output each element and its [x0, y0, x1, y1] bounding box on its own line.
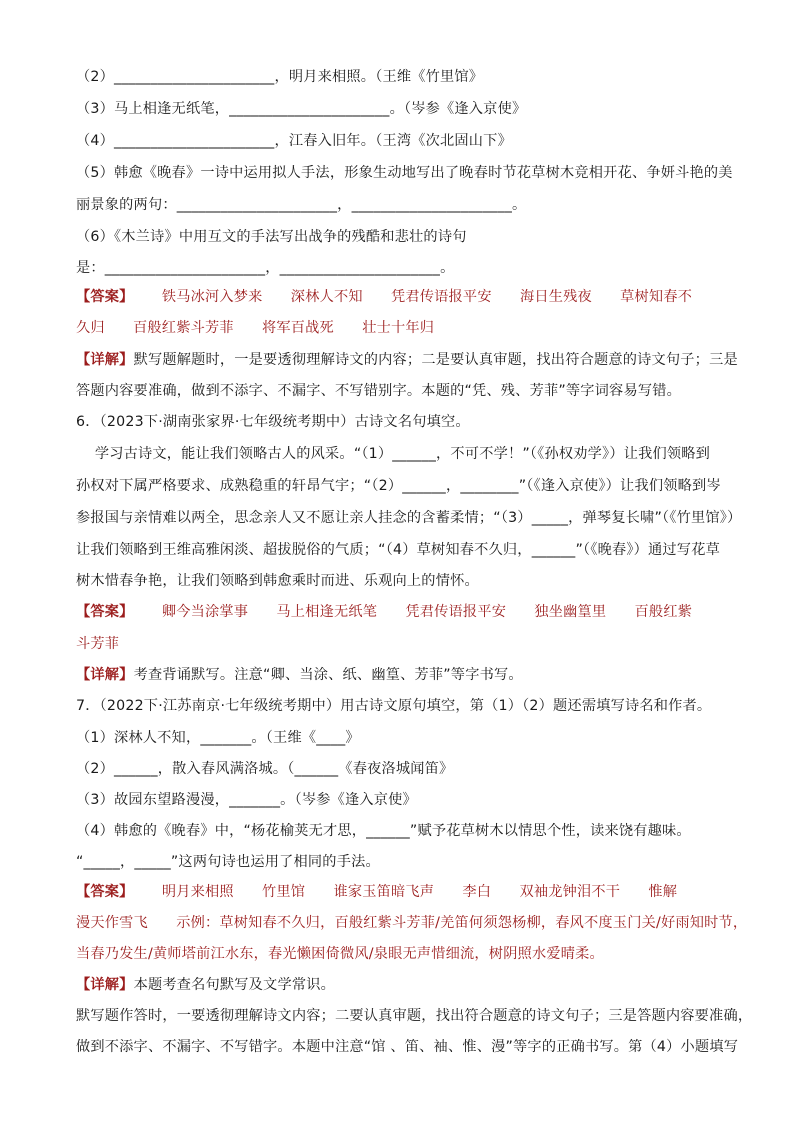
explanation-line: 做到不添字、不漏字、不写错字。本题中注意“馆 、笛、袖、惟、漫”等字的正确书写。第（4）小题填写: [76, 1039, 739, 1055]
question-line: 学习古诗文，能让我们领略古人的风采。“（1）______，不可不学！”（《孙权劝学》）让我们领略到: [76, 446, 711, 462]
question-line: 孙权对下属严格要求、成熟稳重的轩昂气宇；“（2）______，________”（《逢入京使》）让我们领略到岑: [76, 478, 721, 494]
answer-text: 铁马冰河入梦来 深林人不知 凭君传语报平安 海日生残夜 草树知春不: [133, 289, 693, 305]
answer-label: 【答案】: [76, 604, 134, 620]
explanation-line: 答题内容要准确，做到不添字、不漏字、不写错别字。本题的“凭、残、芳菲”等字词容易写错。: [76, 383, 681, 399]
question-line: （1）深林人不知，_______。（王维《____》: [76, 730, 360, 746]
question-line: 树木惜春争艳，让我们领略到韩愈乘时而进、乐观向上的情怀。: [76, 573, 479, 589]
answer-text: 明月来相照 竹里馆 谁家玉笛暗飞声 李白 双袖龙钟泪不干 惟解: [133, 884, 678, 900]
explanation-label: 【详解】: [76, 352, 134, 368]
answer-line: 斗芳菲: [76, 636, 120, 652]
explanation-line: [76, 975, 754, 995]
question-line: （3）故园东望路漫漫，_______。（岑参《逢入京使》: [76, 792, 417, 808]
question-heading: 7．（2022下·江苏南京·七年级统考期中）用古诗文原句填空，第（1）（2）题还需填写诗名和作者。: [76, 698, 712, 714]
answer-line: [76, 602, 754, 622]
question-line: （5）韩愈《晚春》一诗中运用拟人手法，形象生动地写出了晚春时节花草树木竞相开花、争妍斗艳的美: [76, 165, 733, 181]
answer-line: 漫天作雪飞 示例：草树知春不久归，百般红紫斗芳菲/羌笛何须怨杨柳，春风不度玉门关/好雨知时节，: [76, 915, 748, 931]
explanation-text: 默写题解题时，一是要透彻理解诗文的内容；二是要认真审题，找出符合题意的诗文句子；三是: [133, 352, 738, 368]
question-line: （2）______，散入春风满洛城。（______《春夜洛城闻笛》: [76, 761, 454, 777]
question-line: 丽景象的两句：______________________，______________________。: [76, 197, 527, 213]
question-line: （3）马上相逢无纸笔，______________________。（岑参《逢入京使》: [76, 101, 527, 117]
question-line: （4）韩愈的《晚春》中，“杨花榆荚无才思，______”赋予花草树木以情思个性，读来饶有趣味。: [76, 823, 691, 839]
question-line: 让我们领略到王维高雅闲淡、超拔脱俗的气质；“（4）草树知春不久归，______”（《晚春》）通过写花草: [76, 542, 720, 558]
question-line: 参报国与亲情难以两全，思念亲人又不愿让亲人挂念的含蓄柔情；“（3）_____，弹琴复长啸”（《竹里馆》）: [76, 510, 742, 526]
answer-line: 当春乃发生/黄师塔前江水东，春光懒困倚微风/泉眼无声惜细流，树阴照水爱晴柔。: [76, 946, 604, 962]
question-line: （2）______________________，明月来相照。（王维《竹里馆》: [76, 69, 484, 85]
answer-label: 【答案】: [76, 289, 134, 305]
explanation-label: 【详解】: [76, 977, 134, 993]
explanation-line: 默写题作答时，一要透彻理解诗文内容；二要认真审题，找出符合题意的诗文句子；三是答题内容要准确，: [76, 1008, 753, 1024]
answer-text: 卿今当涂掌事 马上相逢无纸笔 凭君传语报平安 独坐幽篁里 百般红紫: [133, 604, 693, 620]
answer-line: [76, 287, 754, 307]
question-line: 是：______________________，______________________。: [76, 260, 455, 276]
answer-line: 久归 百般红紫斗芳菲 将军百战死 壮士十年归: [76, 320, 435, 336]
question-line: （6）《木兰诗》中用互文的手法写出战争的残酷和悲壮的诗句: [76, 229, 467, 245]
question-line: （4）______________________，江春入旧年。（王湾《次北固山下》: [76, 133, 512, 149]
explanation-line: [76, 350, 754, 370]
explanation-text: 考查背诵默写。注意“卿、当涂、纸、幽篁、芳菲”等字书写。: [133, 667, 523, 683]
explanation-line: [76, 665, 754, 685]
question-heading: 6．（2023下·湖南张家界·七年级统考期中）古诗文名句填空。: [76, 414, 470, 430]
question-line: “_____，_____”这两句诗也运用了相同的手法。: [76, 854, 380, 870]
answer-label: 【答案】: [76, 884, 134, 900]
explanation-label: 【详解】: [76, 667, 134, 683]
answer-line: [76, 882, 754, 902]
explanation-text: 本题考查名句默写及文学常识。: [133, 977, 335, 993]
